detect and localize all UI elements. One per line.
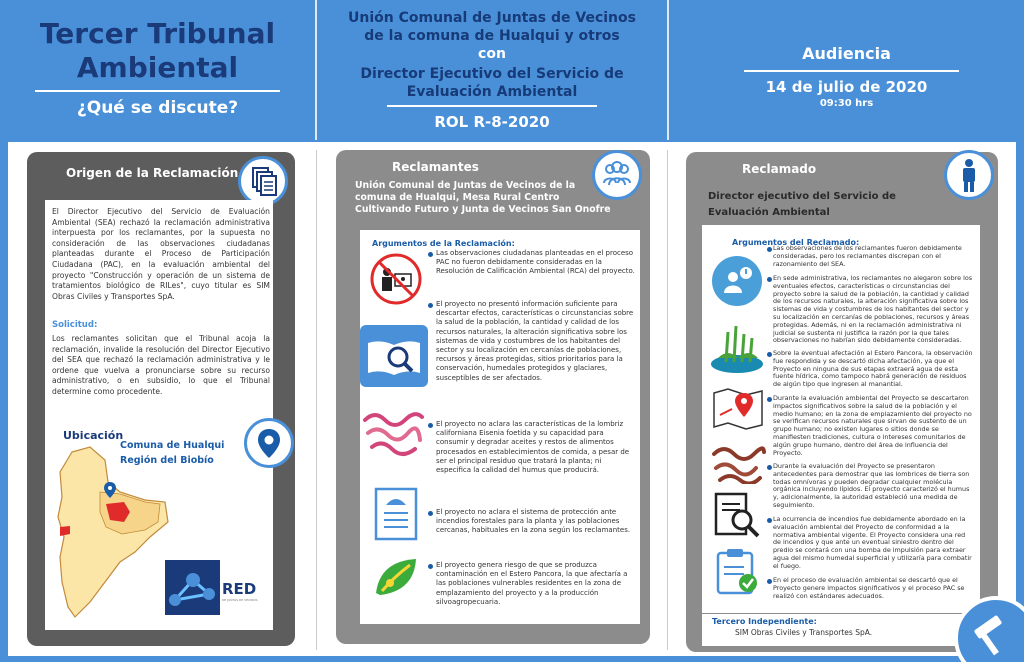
arg-bullet bbox=[428, 511, 433, 516]
origen-text: El Director Ejecutivo del Servicio de Evaluación Ambiental (SEA) rechazó la reclamación administrativa interpuesta por los reclamantes, por la supuesta no consideración de las observaciones ciudadanas planteadas durante el Proceso de Participación Ciudadana (PAC), en la evaluación ambiental del proyecto "Construcción y operación de un sistema de tratamientos biológico de RILes", cuyo titular es SIM Obras Civiles y Transportes SpA. bbox=[52, 207, 270, 301]
audiencia-time: 09:30 hrs bbox=[819, 98, 874, 109]
tercero-name: SIM Obras Civiles y Transportes SpA. bbox=[735, 628, 873, 637]
reclamado-arg-7: En el proceso de evaluación ambiental se descartó que el Proyecto genere impactos significativos y el proceso PAC se realizó con estándares adecuados. bbox=[773, 576, 965, 600]
leaf-icon bbox=[370, 553, 422, 601]
arg-bullet bbox=[767, 397, 772, 402]
parties-line4: Evaluación Ambiental bbox=[406, 84, 578, 100]
reclamantes-arg-2: El proyecto no presentó información suficiente para descartar efectos, características o circunstancias sobre la salud de la población, la cantidad y calidad de los recursos naturales, la alteración significativa sobre los sistemas de vida y costumbres de los habitantes del sector y su localización en cercanías de poblaciones, recursos y áreas protegidas, sitios prioritarios para la conservación, humedales protegidos y glaciares, susceptibles de ser afectados. bbox=[436, 300, 634, 382]
parties-line1: Unión Comunal de Juntas de Vecinos bbox=[348, 10, 636, 26]
ubicacion-label: Ubicación bbox=[63, 429, 124, 442]
reclamado-title: Reclamado bbox=[742, 162, 817, 176]
tercero-label: Tercero Independiente: bbox=[712, 617, 817, 626]
clipboard-check-icon bbox=[712, 545, 764, 597]
person-icon bbox=[944, 150, 994, 200]
arg-bullet bbox=[428, 252, 433, 257]
worms-icon bbox=[360, 405, 428, 460]
document-search-icon bbox=[712, 490, 764, 542]
reclamantes-arg-1: Las observaciones ciudadanas planteadas en el proceso PAC no fueron debidamente consideradas en la Resolución de Calificación Ambiental (RCA) del proyecto. bbox=[436, 249, 635, 276]
reclamado-arg-4: Durante la evaluación ambiental del Proyecto se descartaron impactos significativos sobre la salud de la población y el medio humano; en la zona de emplazamiento del proyecto no se verifican recursos naturales que sirvan de sustento de un grupo humano; no existen lugares o sitios donde se manifiesten tradiciones, cultura o intereses comunitarios de algún grupo humano, dentro del área de influencia del Proyecto. bbox=[773, 394, 972, 457]
title-underline bbox=[35, 90, 280, 92]
audiencia-label: Audiencia bbox=[802, 44, 891, 63]
arg-bullet bbox=[767, 465, 772, 470]
book-search-icon bbox=[360, 325, 428, 387]
solicitud-text: Los reclamantes solicitan que el Tribunal acoja la reclamación, invalide la resolución del Director Ejecutivo del SEA que rechazó la reclamación administrativa y le ordene que vuelva a pronunciarse sobre su recurso administrativo, o en subsidio, lo que el Tribunal determine como procedente. bbox=[52, 334, 270, 396]
arg-bullet bbox=[428, 303, 433, 308]
alert-person-icon bbox=[711, 255, 763, 307]
arg-bullet bbox=[428, 423, 433, 428]
arg-bullet bbox=[767, 579, 772, 584]
reclamantes-arg-3: El proyecto no aclara las características de la lombriz californiana Eisenia foetida y su capacidad para consumir y degradar aceites y restos de alimentos procesados en establecimientos de comida, a pesar de ser el principal residuo que tratará la planta; ni especifica la calidad del humus que producirá. bbox=[436, 420, 630, 475]
tribunal-title-line2: Ambiental bbox=[76, 51, 239, 84]
reclamado-name-line2: Evaluación Ambiental bbox=[708, 207, 830, 218]
solicitud-label: Solicitud: bbox=[52, 320, 98, 330]
reclamado-arg-1: Las observaciones de los reclamantes fueron debidamente consideradas, pero los reclamantes discrepan con el razonamiento del SEA. bbox=[773, 244, 962, 268]
arg-bullet bbox=[767, 247, 772, 252]
fire-report-icon bbox=[370, 485, 422, 543]
reclamantes-args-label: Argumentos de la Reclamación: bbox=[372, 239, 515, 248]
arg-bullet bbox=[767, 352, 772, 357]
audiencia-underline bbox=[744, 70, 959, 72]
tribunal-title-line1: Tercer Tribunal bbox=[39, 17, 276, 50]
reclamantes-name-line1: Unión Comunal de Juntas de Vecinos de la bbox=[355, 180, 576, 191]
region-name: Región del Biobío bbox=[120, 455, 214, 466]
reclamantes-title: Reclamantes bbox=[392, 160, 479, 174]
no-participation-icon bbox=[365, 252, 427, 307]
header-left bbox=[0, 0, 315, 140]
parties-underline bbox=[387, 105, 597, 107]
reclamantes-name-line2: comuna de Hualqui, Mesa Rural Centro bbox=[355, 192, 560, 203]
reclamantes-names bbox=[355, 180, 615, 216]
arg-bullet bbox=[428, 564, 433, 569]
question-heading: ¿Qué se discute? bbox=[76, 98, 239, 118]
red-network-logo-icon bbox=[165, 560, 220, 615]
reclamado-name-line1: Director ejecutivo del Servicio de bbox=[708, 191, 896, 202]
parties-line2: de la comuna de Hualqui y otros bbox=[364, 28, 620, 44]
rol-number: ROL R-8-2020 bbox=[434, 113, 550, 131]
map-pin-icon bbox=[710, 385, 766, 433]
red-logo-subtext: DE JUNTAS DE VECINOS bbox=[222, 598, 258, 602]
column-divider bbox=[316, 150, 317, 650]
worms-icon-2 bbox=[710, 442, 766, 484]
audiencia-date: 14 de julio de 2020 bbox=[765, 78, 928, 96]
arg-bullet bbox=[767, 277, 772, 282]
origen-title: Origen de la Reclamación bbox=[66, 166, 239, 180]
column-divider-2 bbox=[667, 150, 668, 650]
reclamado-args-label: Argumentos del Reclamado: bbox=[732, 238, 860, 247]
con-label: con bbox=[478, 46, 506, 62]
comuna-name: Comuna de Hualqui bbox=[120, 440, 225, 451]
header-center bbox=[317, 0, 667, 140]
people-icon bbox=[592, 150, 642, 200]
documents-icon bbox=[238, 156, 288, 206]
header-right bbox=[669, 0, 1024, 140]
reclamado-arg-6: La ocurrencia de incendios fue debidamente abordado en la evaluación ambiental del Proyecto de conformidad a la normativa ambiental vigente. El Proyecto considera una red de incendios y que ante un eventual siniestro dentro del predio se contará con una bomba de impulsión para extraer agua del mismo humedal superficial y utilizaría para combatir el fuego. bbox=[773, 515, 972, 570]
reclamado-arg-2: En sede administrativa, los reclamantes no alegaron sobre los eventuales efectos, características o circunstancias del proyecto sobre la salud de la población, la cantidad y calidad de los recursos naturales, la alteración significativa sobre los sistemas de vida y costumbres de los habitantes del sector y su localización en cercanías de poblaciones, recursos y áreas protegidas. Además, ni en la reclamación administrativa ni judicial se sustenta ni justifica la razón por la que tales observaciones no habrían sido debidamente consideradas. bbox=[773, 274, 973, 345]
wetland-icon bbox=[708, 318, 766, 376]
location-pin-icon bbox=[244, 418, 294, 468]
parties-line3: Director Ejecutivo del Servicio de bbox=[360, 66, 624, 82]
gavel-icon bbox=[950, 592, 1024, 662]
reclamantes-arg-5: El proyecto genera riesgo de que se produzca contaminación en el Estero Pancora, la que afectaría a las poblaciones vulnerables residentes en la zona de emplazamiento del proyecto y a la producción silvoagropecuaria. bbox=[436, 561, 628, 606]
reclamantes-name-line3: Cultivando Futuro y Junta de Vecinos San Onofre bbox=[355, 204, 611, 215]
reclamado-arg-3: Sobre la eventual afectación al Estero Pancora, la observación fue respondida y se descartó dicha afectación, ya que el Proyecto en ninguna de sus etapas extraerá agua de esta fuente hídrica, como tampoco habrá generación de residuos de algún tipo que ingresen al manantial. bbox=[773, 349, 973, 389]
arg-bullet bbox=[767, 518, 772, 523]
red-logo-text: RED bbox=[222, 580, 257, 598]
reclamantes-arg-4: El proyecto no aclara el sistema de protección ante incendios forestales para la planta y las poblaciones cercanas, habituales en la zona según los reclamantes. bbox=[436, 508, 631, 535]
reclamado-arg-5: Durante la evaluación del Proyecto se presentaron antecedentes para demostrar que las lombrices de tierra son todas omnívoras y pueden degradar cualquier molécula orgánica incluyendo lípidos. El proyecto caracterizó el humus y, adicionalmente, la autoridad estableció una medida de seguimiento. bbox=[773, 462, 970, 509]
